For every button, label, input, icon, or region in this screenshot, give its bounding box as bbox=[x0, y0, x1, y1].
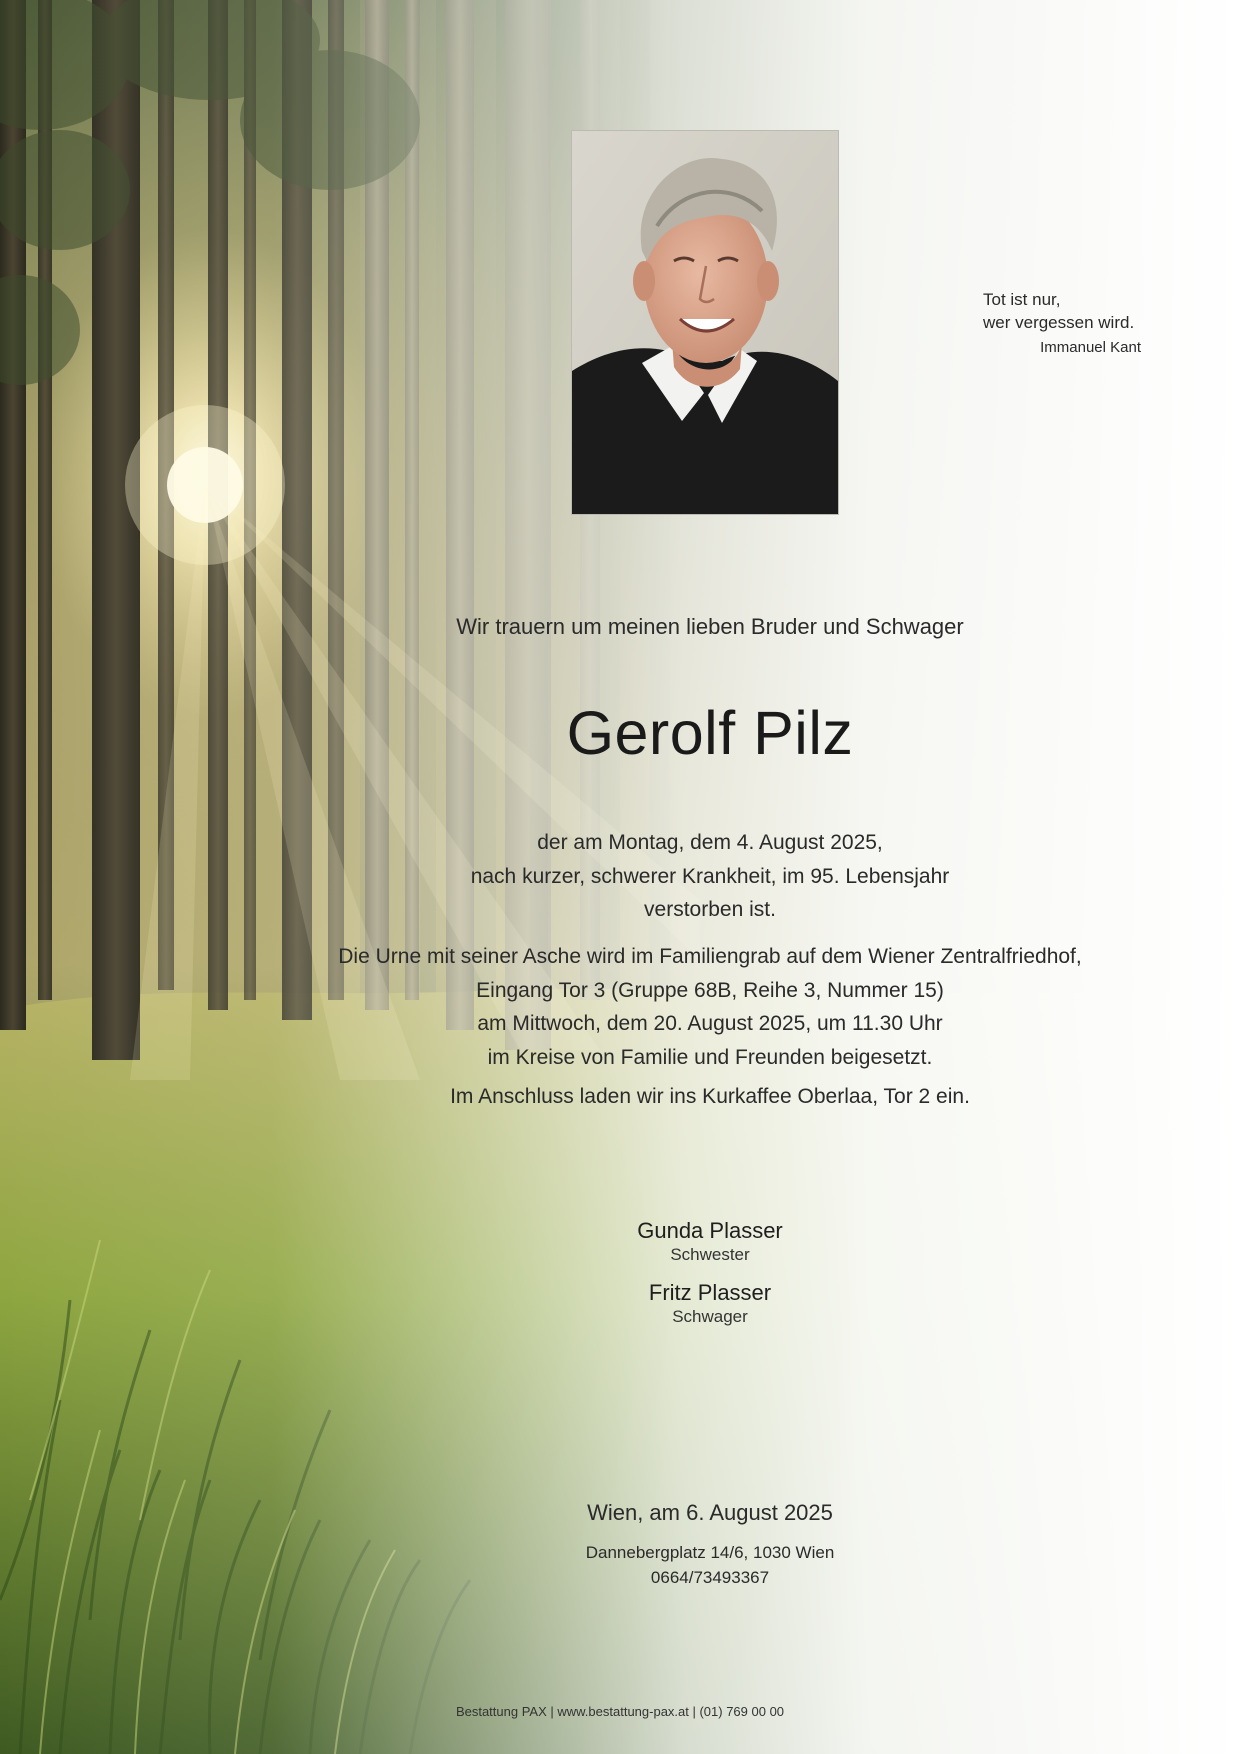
burial-line: im Kreise von Familie und Freunden beigesetzt. bbox=[487, 1045, 933, 1069]
burial-line: Die Urne mit seiner Asche wird im Familiengrab auf dem Wiener Zentralfriedhof, bbox=[338, 945, 1082, 968]
address-street: Dannebergplatz 14/6, 1030 Wien bbox=[585, 1543, 835, 1562]
footer-funeral-home: Bestattung PAX | www.bestattung-pax.at | (01) 769 00 00 bbox=[455, 1704, 785, 1719]
burial-line: Eingang Tor 3 (Gruppe 68B, Reihe 3, Nummer 15) bbox=[476, 978, 944, 1002]
quote-line: Tot ist nur, bbox=[983, 290, 1061, 309]
mourner-relation: Schwester bbox=[670, 1245, 750, 1264]
burial-line: am Mittwoch, dem 20. August 2025, um 11.30 Uhr bbox=[477, 1012, 943, 1035]
burial-info bbox=[280, 940, 1140, 1074]
mourner-item bbox=[280, 1280, 1140, 1328]
mourner-name: Gunda Plasser bbox=[637, 1218, 783, 1243]
death-notice-line: verstorben ist. bbox=[644, 898, 776, 921]
reception-text: Im Anschluss laden wir ins Kurkaffee Oberlaa, Tor 2 ein. bbox=[450, 1085, 970, 1108]
mourners-list bbox=[280, 1218, 1140, 1342]
mourner-name: Fritz Plasser bbox=[648, 1280, 772, 1305]
portrait-photo bbox=[571, 130, 839, 515]
death-notice bbox=[280, 826, 1140, 927]
intro-text: Wir trauern um meinen lieben Bruder und Schwager bbox=[456, 614, 964, 639]
deceased-name: Gerolf Pilz bbox=[566, 699, 854, 767]
place-date: Wien, am 6. August 2025 bbox=[587, 1500, 833, 1525]
contact-address bbox=[280, 1540, 1140, 1590]
mourner-item bbox=[280, 1218, 1140, 1266]
quote-author: Immanuel Kant bbox=[1040, 339, 1141, 356]
death-notice-line: nach kurzer, schwerer Krankheit, im 95. Lebensjahr bbox=[470, 864, 950, 888]
quote-line: wer vergessen wird. bbox=[983, 313, 1135, 332]
death-notice-line: der am Montag, dem 4. August 2025, bbox=[537, 831, 883, 854]
mourner-relation: Schwager bbox=[672, 1307, 748, 1326]
address-phone: 0664/73493367 bbox=[650, 1568, 770, 1587]
quote-block bbox=[983, 288, 1183, 359]
